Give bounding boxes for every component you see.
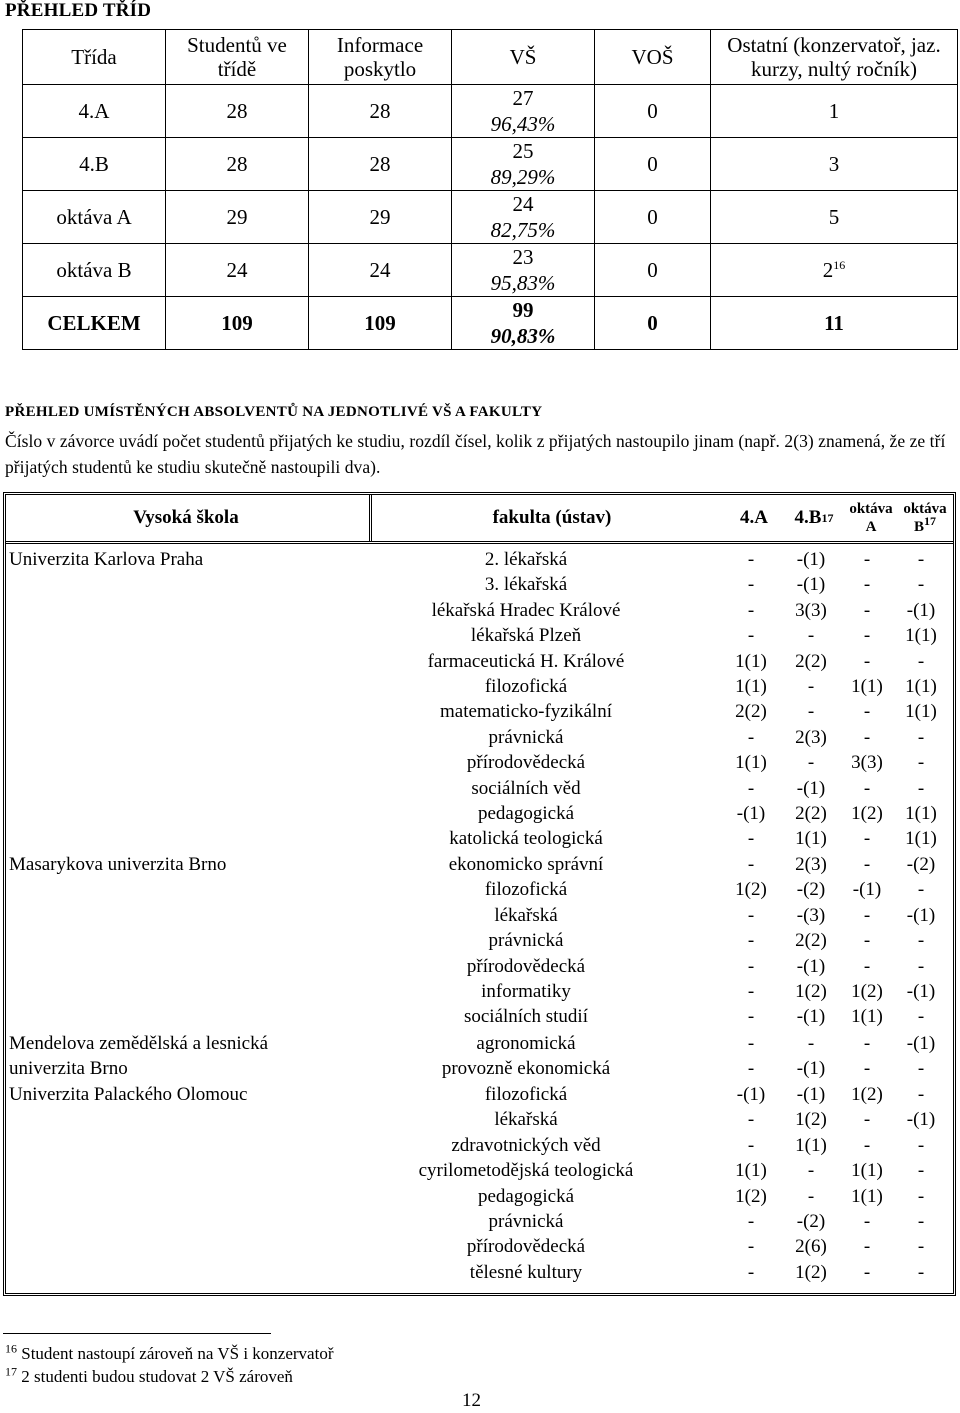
placement-value-a: - <box>747 904 755 926</box>
placement-value-a: - <box>747 1033 755 1054</box>
cell-trida: CELKEM <box>23 297 166 350</box>
faculty-name: právnická <box>488 930 564 952</box>
table-row <box>23 191 958 244</box>
placement-value-b: - <box>807 625 815 647</box>
placement-value-b: 3(3) <box>795 599 827 621</box>
section1-title: PŘEHLED TŘÍD <box>5 0 152 21</box>
university-name: Univerzita Palackého Olomouc <box>9 1084 248 1105</box>
placement-value-oa: 1(1) <box>851 1160 883 1182</box>
vs-count: 24 <box>512 192 534 216</box>
cell-vos: 0 <box>595 297 711 350</box>
university-placement-table <box>3 492 956 1296</box>
placement-value-oa: 1(1) <box>851 676 883 697</box>
placement-value-b: 1(1) <box>795 1134 827 1156</box>
placement-value-ob: - <box>917 1261 925 1283</box>
placement-value-b: - <box>807 1185 815 1207</box>
col-header-4a: 4.A <box>740 507 768 528</box>
cell-trida: oktáva B <box>23 244 166 297</box>
placement-value-b: -(1) <box>796 1058 826 1080</box>
section2-title: PŘEHLED UMÍSTĚNÝCH ABSOLVENTŮ NA JEDNOTLIVÉ VŠ A FAKULTY <box>5 404 543 420</box>
faculty-name: sociálních věd <box>471 777 581 799</box>
placement-value-ob: 1(1) <box>905 676 937 697</box>
placement-value-b: -(1) <box>796 549 826 570</box>
placement-value-ob: - <box>917 1134 925 1156</box>
class-overview-table <box>22 29 958 350</box>
placement-value-b: 2(6) <box>795 1236 827 1258</box>
col-header-4b-label: 4.B <box>794 507 822 528</box>
table-row <box>23 138 958 191</box>
placement-value-a: - <box>747 1261 755 1283</box>
placement-value-b: - <box>807 1033 815 1054</box>
placement-value-a: - <box>747 726 755 748</box>
placement-value-ob: 1(1) <box>905 701 937 723</box>
faculty-name: přírodovědecká <box>466 752 586 774</box>
placement-value-b: -(2) <box>796 1211 826 1232</box>
placement-value-oa: - <box>863 726 871 748</box>
placement-value-oa: - <box>863 1211 871 1232</box>
ostatni-value: 3 <box>828 152 840 176</box>
placement-value-a: 1(1) <box>735 752 767 774</box>
placement-value-ob: -(1) <box>906 1033 936 1054</box>
placement-value-ob: - <box>917 1006 925 1028</box>
faculty-name: 2. lékařská <box>484 549 568 570</box>
ostatni-value: 11 <box>824 311 844 335</box>
vs-percent: 89,29% <box>490 165 556 189</box>
placement-value-b: -(1) <box>796 1084 826 1105</box>
placement-value-oa: - <box>863 599 871 621</box>
col-header-vs: VŠ <box>452 30 595 85</box>
university-name: Mendelova zemědělská a lesnická <box>9 1033 269 1054</box>
placement-value-ob: - <box>917 879 925 901</box>
faculty-name: právnická <box>488 726 564 748</box>
placement-value-a: - <box>747 777 755 799</box>
col-header-oktava-b-label: B <box>913 519 924 535</box>
university-name: Masarykova univerzita Brno <box>9 854 227 875</box>
ostatni-value: 5 <box>828 205 840 229</box>
placement-value-ob: - <box>917 752 925 774</box>
placement-value-oa: - <box>863 1134 871 1156</box>
placement-value-oa: - <box>863 625 871 647</box>
cell-ostatni <box>711 297 958 350</box>
cell-vs <box>452 297 595 350</box>
placement-value-a: 1(2) <box>735 879 767 901</box>
placement-value-oa: - <box>863 701 871 723</box>
placement-value-a: - <box>747 828 755 850</box>
placement-value-b: - <box>807 676 815 697</box>
footnote-rule <box>3 1333 271 1334</box>
placement-value-ob: 1(1) <box>905 828 937 850</box>
cell-studentu: 29 <box>166 191 309 244</box>
faculty-name: filozofická <box>484 1084 568 1105</box>
placement-value-b: -(1) <box>796 1006 826 1028</box>
placement-value-oa: - <box>863 1033 871 1054</box>
placement-value-ob: -(2) <box>906 854 936 875</box>
cell-informace: 28 <box>309 85 452 138</box>
placement-value-b: 1(2) <box>795 1261 827 1283</box>
cell-studentu: 28 <box>166 138 309 191</box>
faculty-name: přírodovědecká <box>466 955 586 977</box>
cell-trida: oktáva A <box>23 191 166 244</box>
placement-value-ob: - <box>917 777 925 799</box>
cell-informace: 109 <box>309 297 452 350</box>
placement-value-ob: - <box>917 1084 925 1105</box>
placement-value-b: 1(1) <box>795 828 827 850</box>
page-number: 12 <box>462 1390 481 1411</box>
col-header-4b: 4.B 17 <box>794 507 834 528</box>
col-header-trida: Třída <box>23 30 166 85</box>
placement-value-a: - <box>747 1134 755 1156</box>
placement-value-oa: - <box>863 1109 871 1131</box>
placement-value-b: -(1) <box>796 574 826 596</box>
col-header-studentu: Studentů ve třídě <box>166 30 309 85</box>
placement-value-a: 1(1) <box>735 1160 767 1182</box>
cell-vos: 0 <box>595 244 711 297</box>
placement-value-oa: - <box>863 904 871 926</box>
vs-count: 25 <box>512 139 534 163</box>
cell-ostatni <box>711 85 958 138</box>
col-header-vos: VOŠ <box>595 30 711 85</box>
footnote-ref-16: 16 <box>833 258 846 272</box>
placement-value-oa: - <box>863 930 871 952</box>
faculty-name: informatiky <box>481 981 571 1002</box>
placement-value-b: - <box>807 752 815 774</box>
faculty-name: farmaceutická H. Králové <box>427 650 625 672</box>
placement-value-a: - <box>747 1236 755 1258</box>
footnote-ref-17-b: 17 <box>924 514 936 528</box>
col-header-informace: Informace poskytlo <box>309 30 452 85</box>
placement-value-ob: - <box>917 930 925 952</box>
col-header-oktava-a-bottom: A <box>865 519 877 535</box>
footnote-text: 2 studenti budou studovat 2 VŠ zároveň <box>21 1367 293 1386</box>
col-header-oktava-b-top: oktáva <box>903 501 947 517</box>
faculty-name: cyrilometodějská teologická <box>418 1160 634 1182</box>
placement-value-a: - <box>747 549 755 570</box>
placement-value-oa: - <box>863 549 871 570</box>
cell-informace: 29 <box>309 191 452 244</box>
placement-value-b: 2(2) <box>795 803 827 824</box>
ostatni-value: 1 <box>828 99 840 123</box>
placement-value-oa: - <box>863 574 871 596</box>
placement-value-oa: - <box>863 650 871 672</box>
placement-value-a: - <box>747 599 755 621</box>
table2-header <box>6 495 953 544</box>
cell-vs <box>452 244 595 297</box>
placement-value-b: 2(3) <box>795 854 827 875</box>
table-row <box>23 297 958 350</box>
placement-value-a: - <box>747 955 755 977</box>
vs-count: 23 <box>512 245 534 269</box>
placement-value-a: - <box>747 1109 755 1131</box>
placement-value-oa: - <box>863 854 871 875</box>
placement-value-a: - <box>747 930 755 952</box>
faculty-name: ekonomicko správní <box>448 854 604 875</box>
placement-value-b: 2(2) <box>795 650 827 672</box>
faculty-name: sociálních studií <box>463 1006 588 1028</box>
cell-vs <box>452 85 595 138</box>
placement-value-oa: 1(2) <box>851 1084 883 1105</box>
placement-value-b: -(2) <box>796 879 826 901</box>
table-row <box>23 85 958 138</box>
faculty-name: provozně ekonomická <box>441 1058 611 1080</box>
placement-value-oa: 1(1) <box>851 1006 883 1028</box>
cell-studentu: 109 <box>166 297 309 350</box>
university-name: Univerzita Karlova Praha <box>9 549 204 570</box>
placement-value-ob: - <box>917 549 925 570</box>
vs-count: 99 <box>512 298 534 322</box>
placement-value-ob: -(1) <box>906 981 936 1002</box>
col-header-oktava-b <box>896 495 954 541</box>
placement-value-ob: - <box>917 726 925 748</box>
placement-value-a: 1(1) <box>735 676 767 697</box>
faculty-name: matematicko-fyzikální <box>440 701 612 723</box>
placement-value-ob: - <box>917 1211 925 1232</box>
cell-vs <box>452 191 595 244</box>
placement-value-a: - <box>747 854 755 875</box>
placement-value-ob: -(1) <box>906 1109 936 1131</box>
faculty-name: filozofická <box>484 879 568 901</box>
placement-value-a: 1(2) <box>735 1185 767 1207</box>
placement-value-a: - <box>747 1058 755 1080</box>
faculty-name: lékařská Hradec Králové <box>431 599 621 621</box>
vs-percent: 95,83% <box>490 271 556 295</box>
placement-value-a: -(1) <box>736 1084 766 1105</box>
faculty-name: lékařská Plzeň <box>470 625 582 647</box>
placement-value-ob: - <box>917 1160 925 1182</box>
placement-value-b: 2(2) <box>795 930 827 952</box>
placement-value-oa: 3(3) <box>851 752 883 774</box>
placement-value-a: 2(2) <box>735 701 767 723</box>
placement-value-oa: - <box>863 955 871 977</box>
placement-value-a: 1(1) <box>735 650 767 672</box>
placement-value-a: - <box>747 574 755 596</box>
col-header-ostatni: Ostatní (konzervatoř, jaz. kurzy, nultý ročník) <box>711 30 958 85</box>
col-header-oktava-b-bottom <box>913 514 936 536</box>
cell-trida: 4.B <box>23 138 166 191</box>
col-header-oktava-a <box>842 495 900 541</box>
faculty-name: lékařská <box>494 1109 558 1131</box>
placement-value-ob: -(1) <box>906 599 936 621</box>
placement-value-oa: 1(2) <box>851 981 883 1002</box>
placement-value-oa: - <box>863 1261 871 1283</box>
faculty-name: pedagogická <box>477 803 574 824</box>
vs-percent: 82,75% <box>490 218 556 242</box>
cell-ostatni <box>711 191 958 244</box>
placement-value-oa: - <box>863 1058 871 1080</box>
placement-value-ob: - <box>917 955 925 977</box>
placement-value-b: -(3) <box>796 904 826 926</box>
placement-value-b: - <box>807 1160 815 1182</box>
placement-value-oa: 1(2) <box>851 803 883 824</box>
placement-value-b: - <box>807 701 815 723</box>
faculty-name: pedagogická <box>477 1185 574 1207</box>
faculty-name: agronomická <box>476 1033 576 1054</box>
university-name: univerzita Brno <box>9 1058 128 1080</box>
placement-value-ob: - <box>917 1236 925 1258</box>
placement-value-ob: - <box>917 650 925 672</box>
col-header-fakulta: fakulta (ústav) <box>492 507 612 528</box>
cell-ostatni <box>711 138 958 191</box>
placement-value-ob: - <box>917 574 925 596</box>
placement-value-b: 2(3) <box>795 726 827 748</box>
placement-value-oa: -(1) <box>852 879 882 901</box>
placement-value-oa: - <box>863 1236 871 1258</box>
table-row <box>23 244 958 297</box>
placement-value-ob: - <box>917 1185 925 1207</box>
placement-value-b: -(1) <box>796 777 826 799</box>
col-header-vysoka-skola: Vysoká škola <box>133 507 239 528</box>
section2-note: Číslo v závorce uvádí počet studentů přijatých ke studiu, rozdíl čísel, kolik z přijatých nastoupilo jinam (např. 2(3) znamená, že ze tří přijatých studentů ke studiu skutečně nastoupili dva). <box>5 431 946 477</box>
faculty-name: lékařská <box>494 904 558 926</box>
placement-value-b: 1(2) <box>795 1109 827 1131</box>
placement-value-a: -(1) <box>736 803 766 824</box>
faculty-name: zdravotnických věd <box>451 1134 601 1156</box>
faculty-name: filozofická <box>484 676 568 697</box>
cell-vos: 0 <box>595 138 711 191</box>
placement-value-ob: -(1) <box>906 904 936 926</box>
placement-value-a: - <box>747 981 755 1002</box>
vs-percent: 96,43% <box>490 112 556 136</box>
cell-informace: 24 <box>309 244 452 297</box>
placement-value-ob: 1(1) <box>905 803 937 824</box>
placement-value-oa: 1(1) <box>851 1185 883 1207</box>
faculty-name: právnická <box>488 1211 564 1232</box>
footnote-text: Student nastoupí zároveň na VŠ i konzervatoř <box>21 1344 334 1363</box>
placement-value-a: - <box>747 1211 755 1232</box>
placement-value-b: -(1) <box>796 955 826 977</box>
footnote-number: 16 <box>5 1341 17 1356</box>
cell-vos: 0 <box>595 85 711 138</box>
faculty-name: přírodovědecká <box>466 1236 586 1258</box>
placement-value-ob: 1(1) <box>905 625 937 647</box>
cell-vos: 0 <box>595 191 711 244</box>
placement-value-a: - <box>747 1006 755 1028</box>
placement-value-ob: - <box>917 1058 925 1080</box>
placement-value-a: - <box>747 625 755 647</box>
footnote-number: 17 <box>5 1364 17 1379</box>
cell-trida: 4.A <box>23 85 166 138</box>
footnote-17 <box>5 1364 293 1387</box>
faculty-name: katolická teologická <box>449 828 603 850</box>
vs-percent: 90,83% <box>490 324 556 348</box>
faculty-name: tělesné kultury <box>469 1261 583 1283</box>
cell-informace: 28 <box>309 138 452 191</box>
vs-count: 27 <box>512 86 534 110</box>
col-header-oktava-a-top: oktáva <box>849 501 893 517</box>
cell-ostatni <box>711 244 958 297</box>
ostatni-value: 2 <box>822 258 834 282</box>
placement-value-oa: - <box>863 777 871 799</box>
faculty-name: 3. lékařská <box>484 574 568 596</box>
placement-value-b: 1(2) <box>795 981 827 1002</box>
cell-vs <box>452 138 595 191</box>
footnote-16 <box>5 1341 334 1364</box>
cell-studentu: 24 <box>166 244 309 297</box>
cell-studentu: 28 <box>166 85 309 138</box>
placement-value-oa: - <box>863 828 871 850</box>
